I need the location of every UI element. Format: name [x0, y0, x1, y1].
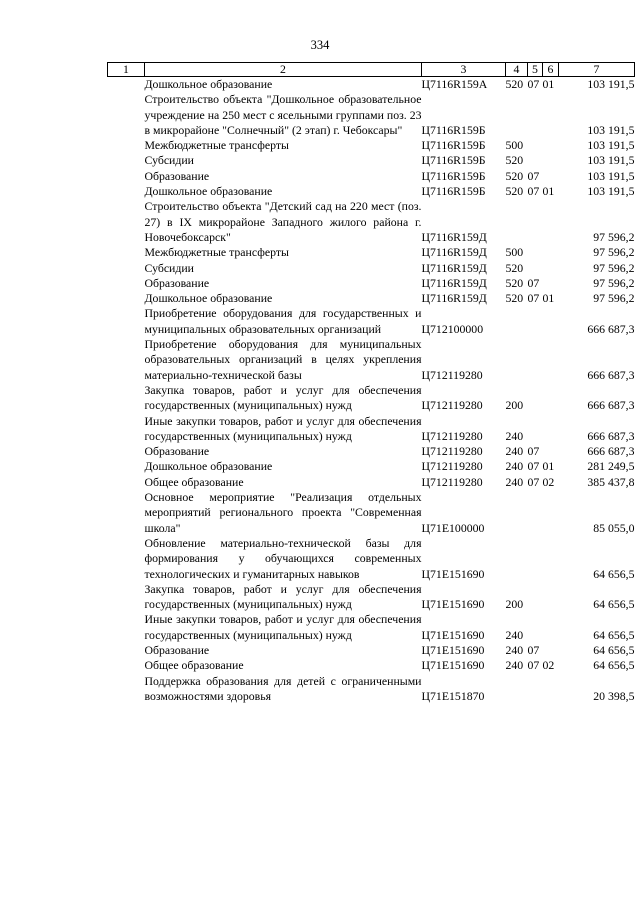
subsection-code [543, 582, 559, 613]
table-row [108, 414, 635, 445]
section-code [528, 92, 543, 138]
subsection-code [543, 490, 559, 536]
amount: 64 656,5 [593, 566, 635, 581]
expense-name: Общее образование [144, 474, 244, 489]
row-col-1 [108, 77, 145, 93]
section-code [528, 490, 543, 536]
section-code: 07 [527, 77, 540, 91]
amount: 97 596,2 [593, 260, 635, 275]
amount: 103 191,5 [587, 184, 635, 199]
table-row [108, 77, 635, 93]
amount: 666 687,3 [587, 321, 635, 336]
amount: 64 656,5 [593, 597, 635, 612]
amount: 281 249,5 [587, 459, 635, 474]
table-row [108, 199, 635, 245]
table-row [108, 245, 635, 260]
row-col-1 [108, 490, 145, 536]
row-col-1 [108, 643, 145, 658]
expense-name: Общее образование [144, 658, 244, 673]
subsection-code: 01 [542, 459, 555, 474]
target-article-code: Ц7116R159Б [421, 168, 486, 183]
row-col-1 [108, 184, 145, 199]
expense-name: Образование [144, 444, 210, 459]
section-code: 07 [527, 459, 540, 474]
section-code [528, 306, 543, 337]
target-article-code: Ц712119280 [421, 459, 483, 474]
target-article-code: Ц71Е151870 [421, 688, 485, 703]
section-code [528, 383, 543, 414]
expense-type-code: 520 [505, 275, 524, 290]
row-col-1 [108, 459, 145, 474]
section-code [528, 153, 543, 168]
row-col-1 [108, 291, 145, 306]
target-article-code: Ц71Е151690 [421, 627, 485, 642]
table-row [108, 490, 635, 536]
subsection-code: 02 [542, 474, 555, 489]
section-code: 07 [527, 658, 540, 673]
subsection-code [543, 414, 559, 445]
expense-name: Субсидии [144, 153, 194, 168]
table-row [108, 261, 635, 276]
row-col-1 [108, 306, 145, 337]
row-col-1 [108, 414, 145, 445]
expense-name: Дошкольное образование [144, 77, 273, 91]
amount: 64 656,5 [593, 658, 635, 673]
table-row [108, 582, 635, 613]
expense-type-code: 240 [505, 658, 524, 673]
subsection-code [543, 169, 559, 184]
header-col-5: 5 [528, 63, 543, 77]
row-col-1 [108, 337, 145, 383]
section-code [528, 582, 543, 613]
section-code: 07 [527, 184, 540, 199]
table-row [108, 184, 635, 199]
page-number: 334 [310, 38, 330, 52]
subsection-code [543, 643, 559, 658]
expense-type-code: 240 [505, 444, 524, 459]
expense-name: Строительство объекта "Детский сад на 220 мест (поз. 27) в IX микрорайоне Западного жилого района г. Новочебоксарск" [144, 199, 422, 244]
table-header-row [108, 63, 635, 77]
table-row [108, 276, 635, 291]
amount: 103 191,5 [587, 138, 635, 153]
amount: 103 191,5 [587, 168, 635, 183]
header-col-3: 3 [422, 63, 506, 77]
expense-name: Дошкольное образование [144, 184, 273, 199]
table-row [108, 337, 635, 383]
expense-type-code: 240 [505, 428, 524, 443]
section-code [528, 138, 543, 153]
table-row [108, 138, 635, 153]
subsection-code [543, 138, 559, 153]
section-code [528, 261, 543, 276]
header-col-7: 7 [559, 63, 635, 77]
subsection-code [543, 153, 559, 168]
row-col-1 [108, 138, 145, 153]
subsection-code: 01 [542, 291, 555, 306]
expense-type-code: 500 [505, 245, 524, 260]
subsection-code [543, 245, 559, 260]
section-code [528, 337, 543, 383]
row-col-1 [108, 276, 145, 291]
expense-type-code [506, 674, 528, 705]
expense-name: Иные закупки товаров, работ и услуг для обеспечения государственных (муниципальных) нужд [144, 413, 422, 443]
target-article-code: Ц71Е151690 [421, 642, 485, 657]
header-col-4: 4 [506, 63, 528, 77]
target-article-code: Ц7116R159Д [421, 229, 487, 244]
target-article-code: Ц712119280 [421, 444, 483, 459]
expense-type-code: 240 [505, 459, 524, 474]
row-col-1 [108, 612, 145, 643]
header-col-2: 2 [145, 63, 422, 77]
expense-name: Закупка товаров, работ и услуг для обеспечения государственных (муниципальных) нужд [144, 382, 422, 413]
target-article-code: Ц7116R159Б [421, 122, 486, 137]
table-row [108, 153, 635, 168]
expense-type-code: 520 [505, 168, 524, 183]
expense-type-code: 500 [505, 138, 524, 153]
budget-table [107, 62, 635, 704]
expense-type-code: 520 [505, 77, 524, 91]
row-col-1 [108, 444, 145, 459]
amount: 20 398,5 [593, 688, 635, 703]
header-col-1: 1 [108, 63, 145, 77]
subsection-code [543, 383, 559, 414]
target-article-code: Ц71Е100000 [421, 520, 485, 535]
target-article-code: Ц712119280 [421, 367, 483, 382]
subsection-code: 01 [542, 77, 555, 91]
amount: 64 656,5 [593, 642, 635, 657]
expense-type-code: 520 [505, 291, 524, 306]
target-article-code: Ц712119280 [421, 474, 483, 489]
section-code [528, 674, 543, 705]
target-article-code: Ц712100000 [421, 321, 484, 336]
table-row [108, 475, 635, 490]
section-code: 07 [527, 168, 540, 183]
expense-type-code [506, 199, 528, 245]
expense-type-code [506, 306, 528, 337]
subsection-code [543, 337, 559, 383]
expense-name: Приобретение оборудования для муниципальных образовательных организаций в целях укрепления материально-технической базы [144, 337, 422, 382]
section-code [528, 199, 543, 245]
table-row [108, 92, 635, 138]
expense-type-code: 240 [505, 627, 524, 642]
expense-name: Межбюджетные трансферты [144, 245, 289, 260]
target-article-code: Ц7116R159Б [421, 184, 486, 199]
subsection-code [543, 306, 559, 337]
expense-name: Образование [144, 168, 210, 183]
target-article-code: Ц7116R159А [421, 77, 488, 91]
expense-name: Строительство объекта "Дошкольное образовательное учреждение на 250 мест с ясельными группами поз. 23 в микрорайоне "Солнечный" (2 этап) г. Чебоксары" [144, 92, 422, 137]
expense-name: Образование [144, 275, 210, 290]
target-article-code: Ц7116R159Б [421, 153, 486, 168]
table-row [108, 291, 635, 306]
table-row [108, 306, 635, 337]
row-col-1 [108, 199, 145, 245]
section-code: 07 [527, 275, 540, 290]
expense-name: Дошкольное образование [144, 291, 273, 306]
amount: 385 437,8 [587, 474, 635, 489]
subsection-code: 02 [542, 658, 555, 673]
expense-type-code: 240 [505, 474, 524, 489]
section-code: 07 [527, 474, 540, 489]
amount: 97 596,2 [593, 245, 635, 260]
amount: 666 687,3 [587, 398, 635, 413]
table-row [108, 459, 635, 474]
expense-name: Дошкольное образование [144, 459, 273, 474]
section-code [528, 536, 543, 582]
expense-name: Обновление материально-технической базы для формирования у обучающихся современных технологических и гуманитарных навыков [144, 535, 422, 581]
table-row [108, 444, 635, 459]
amount: 103 191,5 [587, 77, 635, 91]
subsection-code [543, 92, 559, 138]
row-col-1 [108, 245, 145, 260]
subsection-code [543, 199, 559, 245]
row-col-1 [108, 261, 145, 276]
section-code: 07 [527, 444, 540, 459]
amount: 85 055,0 [593, 520, 635, 535]
subsection-code [543, 276, 559, 291]
expense-type-code: 200 [505, 597, 524, 612]
table-row [108, 612, 635, 643]
target-article-code: Ц712119280 [421, 428, 483, 443]
subsection-code [543, 536, 559, 582]
amount: 666 687,3 [587, 367, 635, 382]
expense-type-code: 240 [505, 642, 524, 657]
expense-type-code [506, 337, 528, 383]
row-col-1 [108, 153, 145, 168]
table-row [108, 536, 635, 582]
target-article-code: Ц7116R159Д [421, 275, 487, 290]
target-article-code: Ц71Е151690 [421, 566, 485, 581]
expense-type-code: 520 [505, 184, 524, 199]
target-article-code: Ц7116R159Д [421, 245, 487, 260]
expense-type-code [506, 536, 528, 582]
amount: 103 191,5 [587, 122, 635, 137]
row-col-1 [108, 674, 145, 705]
expense-type-code [506, 92, 528, 138]
section-code [528, 245, 543, 260]
table-row [108, 643, 635, 658]
row-col-1 [108, 475, 145, 490]
expense-type-code: 200 [505, 398, 524, 413]
row-col-1 [108, 536, 145, 582]
section-code: 07 [527, 642, 540, 657]
section-code [528, 612, 543, 643]
row-col-1 [108, 92, 145, 138]
section-code [528, 414, 543, 445]
target-article-code: Ц71Е151690 [421, 597, 485, 612]
table-row [108, 674, 635, 705]
amount: 97 596,2 [593, 229, 635, 244]
expense-type-code: 520 [505, 260, 524, 275]
target-article-code: Ц712119280 [421, 398, 483, 413]
amount: 64 656,5 [593, 627, 635, 642]
target-article-code: Ц7116R159Д [421, 291, 487, 306]
expense-name: Образование [144, 642, 210, 657]
subsection-code [543, 612, 559, 643]
target-article-code: Ц7116R159Б [421, 138, 486, 153]
row-col-1 [108, 169, 145, 184]
table-row [108, 383, 635, 414]
target-article-code: Ц7116R159Д [421, 260, 487, 275]
subsection-code: 01 [542, 184, 555, 199]
table-row [108, 658, 635, 673]
row-col-1 [108, 383, 145, 414]
table-row [108, 169, 635, 184]
amount: 97 596,2 [593, 291, 635, 306]
expense-name: Субсидии [144, 260, 194, 275]
amount: 666 687,3 [587, 444, 635, 459]
row-col-1 [108, 582, 145, 613]
expense-name: Основное мероприятие "Реализация отдельных мероприятий регионального проекта "Современная школа" [144, 490, 422, 535]
amount: 97 596,2 [593, 275, 635, 290]
target-article-code: Ц71Е151690 [421, 658, 485, 673]
subsection-code [543, 261, 559, 276]
amount: 666 687,3 [587, 428, 635, 443]
expense-name: Межбюджетные трансферты [144, 138, 289, 153]
subsection-code [543, 674, 559, 705]
expense-name: Иные закупки товаров, работ и услуг для обеспечения государственных (муниципальных) нужд [144, 612, 422, 642]
expense-type-code [506, 490, 528, 536]
expense-name: Приобретение оборудования для государственных и муниципальных образовательных организаций [144, 306, 422, 336]
expense-type-code: 520 [505, 153, 524, 168]
header-col-6: 6 [543, 63, 559, 77]
expense-name: Закупка товаров, работ и услуг для обеспечения государственных (муниципальных) нужд [144, 581, 422, 612]
amount: 103 191,5 [587, 153, 635, 168]
expense-name: Поддержка образования для детей с ограниченными возможностями здоровья [144, 673, 422, 703]
section-code: 07 [527, 291, 540, 306]
subsection-code [543, 444, 559, 459]
row-col-1 [108, 658, 145, 673]
